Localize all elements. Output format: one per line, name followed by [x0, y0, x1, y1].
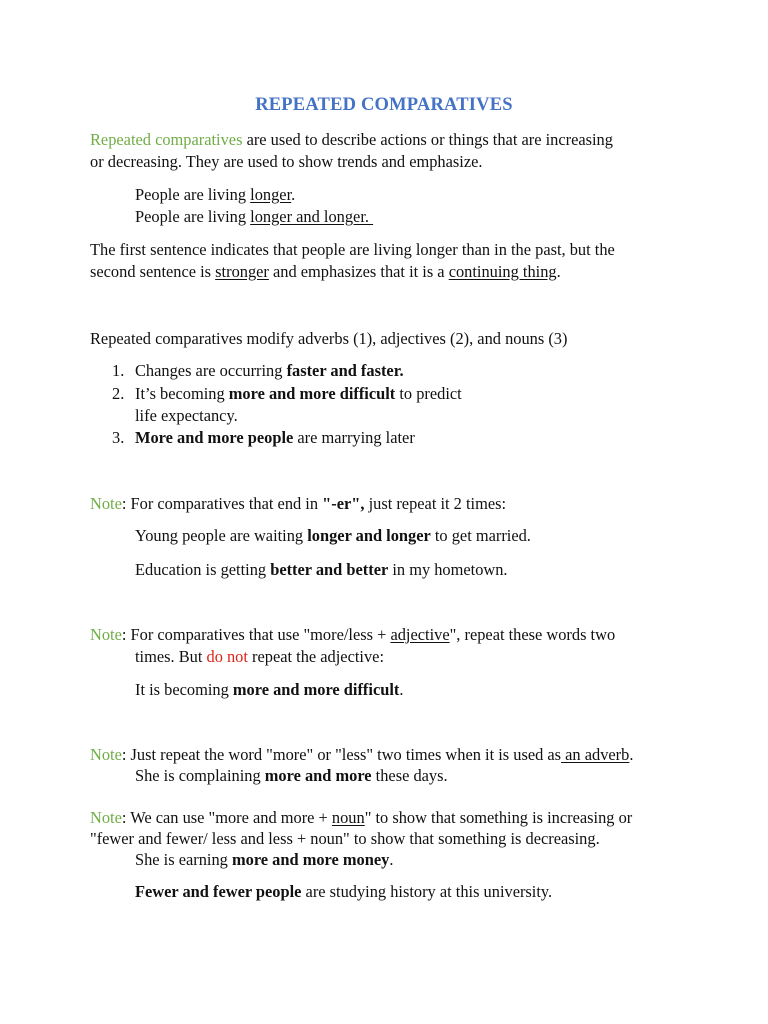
note-more-less-example: [135, 679, 403, 701]
note-label: Note: [90, 808, 122, 827]
list-item-continuation: life expectancy.: [135, 406, 238, 425]
note-text: : We can use "more and more +: [121, 808, 332, 827]
explanation-underlined: stronger: [215, 262, 269, 281]
example-bold: more and more difficult: [232, 680, 400, 699]
list-bold: more and more difficult: [228, 384, 396, 403]
example-longer: [135, 184, 295, 206]
explanation-text: and emphasizes that it is a: [268, 262, 449, 281]
example-text: Education is getting: [135, 560, 271, 579]
page-title: REPEATED COMPARATIVES: [255, 95, 513, 115]
example-underlined: longer and longer.: [250, 207, 374, 226]
list-text: are marrying later: [293, 428, 415, 447]
example-bold: better and better: [270, 560, 389, 579]
list-item: [112, 427, 124, 449]
note-label: Note: [90, 494, 122, 513]
list-number: 1.: [112, 361, 125, 380]
example-text: .: [389, 850, 394, 869]
example-bold: longer and longer: [307, 526, 431, 545]
note-text: times. But: [135, 647, 207, 666]
note-warning: do not: [206, 647, 248, 666]
note-more-less-line-2: [135, 646, 384, 668]
note-adverb: [90, 744, 633, 766]
note-label: Note: [90, 745, 122, 764]
note-bold: "-er",: [322, 494, 365, 513]
list-text: to predict: [395, 384, 462, 403]
list-text: It’s becoming: [135, 384, 229, 403]
explanation-line-1: The first sentence indicates that people are living longer than in the past, but the: [90, 240, 615, 259]
intro-line-1: [90, 129, 613, 151]
list-item-text: [135, 383, 462, 405]
note-text: ", repeat these words two: [449, 625, 616, 644]
note-underlined: an adverb: [561, 745, 630, 764]
list-bold: faster and faster.: [286, 361, 404, 380]
note-noun: [90, 807, 632, 829]
note-text: : Just repeat the word "more" or "less" two times when it is used as: [121, 745, 562, 764]
example-text: She is earning: [135, 850, 232, 869]
example-text: .: [399, 680, 404, 699]
example-text: People are living: [135, 207, 251, 226]
note-noun-example-1: [135, 849, 393, 871]
list-item: [112, 360, 124, 382]
example-text: in my hometown.: [388, 560, 508, 579]
note-text: repeat the adjective:: [247, 647, 384, 666]
example-bold: more and more: [264, 766, 372, 785]
list-item: [112, 383, 124, 405]
list-item-text: [135, 360, 404, 382]
list-item-text: [135, 427, 415, 449]
note-text: : For comparatives that use "more/less +: [121, 625, 391, 644]
note-text: .: [629, 745, 634, 764]
example-text: People are living: [135, 185, 251, 204]
note-adverb-example: [135, 765, 448, 787]
list-bold: More and more people: [135, 428, 294, 447]
example-bold: more and more money: [231, 850, 390, 869]
intro-line-2: or decreasing. They are used to show trends and emphasize.: [90, 152, 483, 171]
explanation-text: .: [556, 262, 561, 281]
note-underlined: noun: [331, 808, 365, 827]
intro-term: Repeated comparatives: [90, 130, 243, 149]
explanation-line-2: [90, 261, 561, 283]
example-text: It is becoming: [135, 680, 233, 699]
note-noun-example-2: [135, 881, 552, 903]
example-longer-and-longer: [135, 206, 373, 228]
example-bold: Fewer and fewer people: [135, 882, 302, 901]
note-er-example-2: [135, 559, 508, 581]
list-number: 2.: [112, 384, 125, 403]
example-text: to get married.: [430, 526, 531, 545]
example-text: are studying history at this university.: [301, 882, 553, 901]
intro-text-1: are used to describe actions or things that are increasing: [242, 130, 613, 149]
example-text: .: [291, 185, 296, 204]
note-text: : For comparatives that end in: [121, 494, 323, 513]
example-text: these days.: [371, 766, 448, 785]
modify-statement: Repeated comparatives modify adverbs (1), adjectives (2), and nouns (3): [90, 329, 568, 348]
example-text: Young people are waiting: [135, 526, 308, 545]
example-text: She is complaining: [135, 766, 265, 785]
explanation-text: second sentence is: [90, 262, 216, 281]
note-er-example-1: [135, 525, 531, 547]
list-text: Changes are occurring: [135, 361, 287, 380]
note-underlined: adjective: [390, 625, 450, 644]
explanation-underlined: continuing thing: [448, 262, 557, 281]
note-text: " to show that something is increasing or: [364, 808, 633, 827]
note-more-less: [90, 624, 615, 646]
example-underlined: longer: [250, 185, 292, 204]
list-number: 3.: [112, 428, 125, 447]
note-noun-line-2: "fewer and fewer/ less and less + noun" to show that something is decreasing.: [90, 829, 600, 848]
note-er: [90, 493, 506, 515]
note-text: just repeat it 2 times:: [364, 494, 507, 513]
note-label: Note: [90, 625, 122, 644]
